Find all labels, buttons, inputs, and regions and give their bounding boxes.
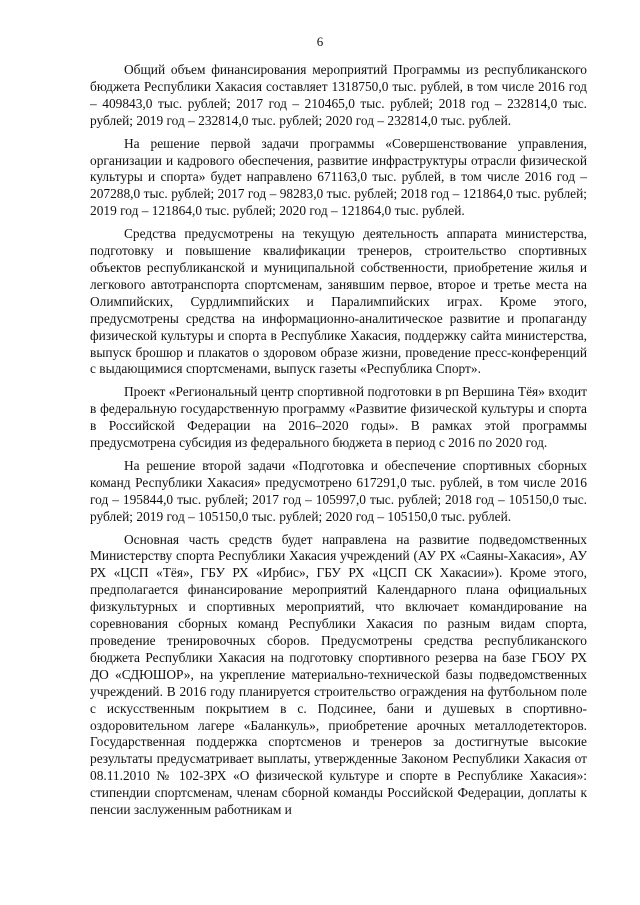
body-text [90, 62, 587, 825]
paragraph-second-task: На решение второй задачи «Подготовка и обеспечение спортивных сборных команд Республики Хакасия» предусмотрено 617291,0 тыс. рублей, в том числе 2016 год – 195844,0 тыс. рублей; 2017 год – 105997,0 тыс. рублей; 2018 год – 105150,0 тыс. рублей; 2019 год – 105150,0 тыс. рублей; 2020 год – 105150,0 тыс. рублей. [90, 457, 587, 524]
paragraph-regional-center: Проект «Региональный центр спортивной подготовки в рп Вершина Тёя» входит в федеральную государственную программу «Развитие физической культуры и спорта в Российской Федерации на 2016–2020 годы». В рамках этой программы предусмотрена субсидия из федерального бюджета в период с 2016 по 2020 год. [90, 384, 587, 451]
paragraph-first-task: На решение первой задачи программы «Совершенствование управления, организации и кадрового обеспечения, развитие инфраструктуры отрасли физической культуры и спорта» будет направлено 671163,0 тыс. рублей, в том числе 2016 год – 207288,0 тыс. рублей; 2017 год – 98283,0 тыс. рублей; 2018 год – 121864,0 тыс. рублей; 2019 год – 121864,0 тыс. рублей; 2020 год – 121864,0 тыс. рублей. [90, 135, 587, 219]
paragraph-funds-provided: Средства предусмотрены на текущую деятельность аппарата министерства, подготовку и повышение квалификации тренеров, строительство спортивных объектов республиканской и муниципальной собственности, приобретение жилья и легкового автотранспорта спортсменам, занявшим первое, второе и третье места на Олимпийских, Сурдлимпийских и Паралимпийских играх. Кроме этого, предусмотрены средства на информационно-аналитическое развитие и пропаганду физической культуры и спорта в Республике Хакасия, поддержку сайта министерства, выпуск брошюр и плакатов о здоровом образе жизни, проведение пресс-конференций с выдающимися спортсменами, выпуск газеты «Республика Спорт». [90, 226, 587, 377]
paragraph-main-funds: Основная часть средств будет направлена на развитие подведомственных Министерству спорта Республики Хакасия учреждений (АУ РХ «Саяны-Хакасия», АУ РХ «ЦСП «Тёя», ГБУ РХ «Ирбис», ГБУ РХ «ЦСП СК Хакасии»). Кроме этого, предполагается финансирование мероприятий Календарного плана официальных физкультурных и спортивных мероприятий, что включает командирование на соревнования сборных команд Республики Хакасия по разным видам спорта, проведение тренировочных сборов. Предусмотрены средства республиканского бюджета Республики Хакасия на подготовку спортивного резерва на базе ГБОУ РХ ДО «СДЮШОР», на укрепление материально-технической базы подведомственных учреждений. В 2016 году планируется строительство ограждения на футбольном поле с искусственным покрытием в с. Подсинее, бани и душевых в спортивно-оздоровительном лагере «Баланкуль», приобретение арочных металлодетекторов. Государственная поддержка спортсменов и тренеров за достигнутые высокие результаты предусматривает выплаты, утвержденные Законом Республики Хакасия от 08.11.2010 № 102-ЗРХ «О физической культуре и спорте в Республике Хакасия»: стипендии спортсменам, членам сборной команды Российской Федерации, доплаты к пенсии заслуженным работникам и [90, 531, 587, 818]
page-number: 6 [316, 34, 324, 49]
paragraph-funding-total: Общий объем финансирования мероприятий Программы из республиканского бюджета Республики Хакасия составляет 1318750,0 тыс. рублей, в том числе 2016 год – 409843,0 тыс. рублей; 2017 год – 210465,0 тыс. рублей; 2018 год – 232814,0 тыс. рублей; 2019 год – 232814,0 тыс. рублей; 2020 год – 232814,0 тыс. рублей. [90, 62, 587, 128]
